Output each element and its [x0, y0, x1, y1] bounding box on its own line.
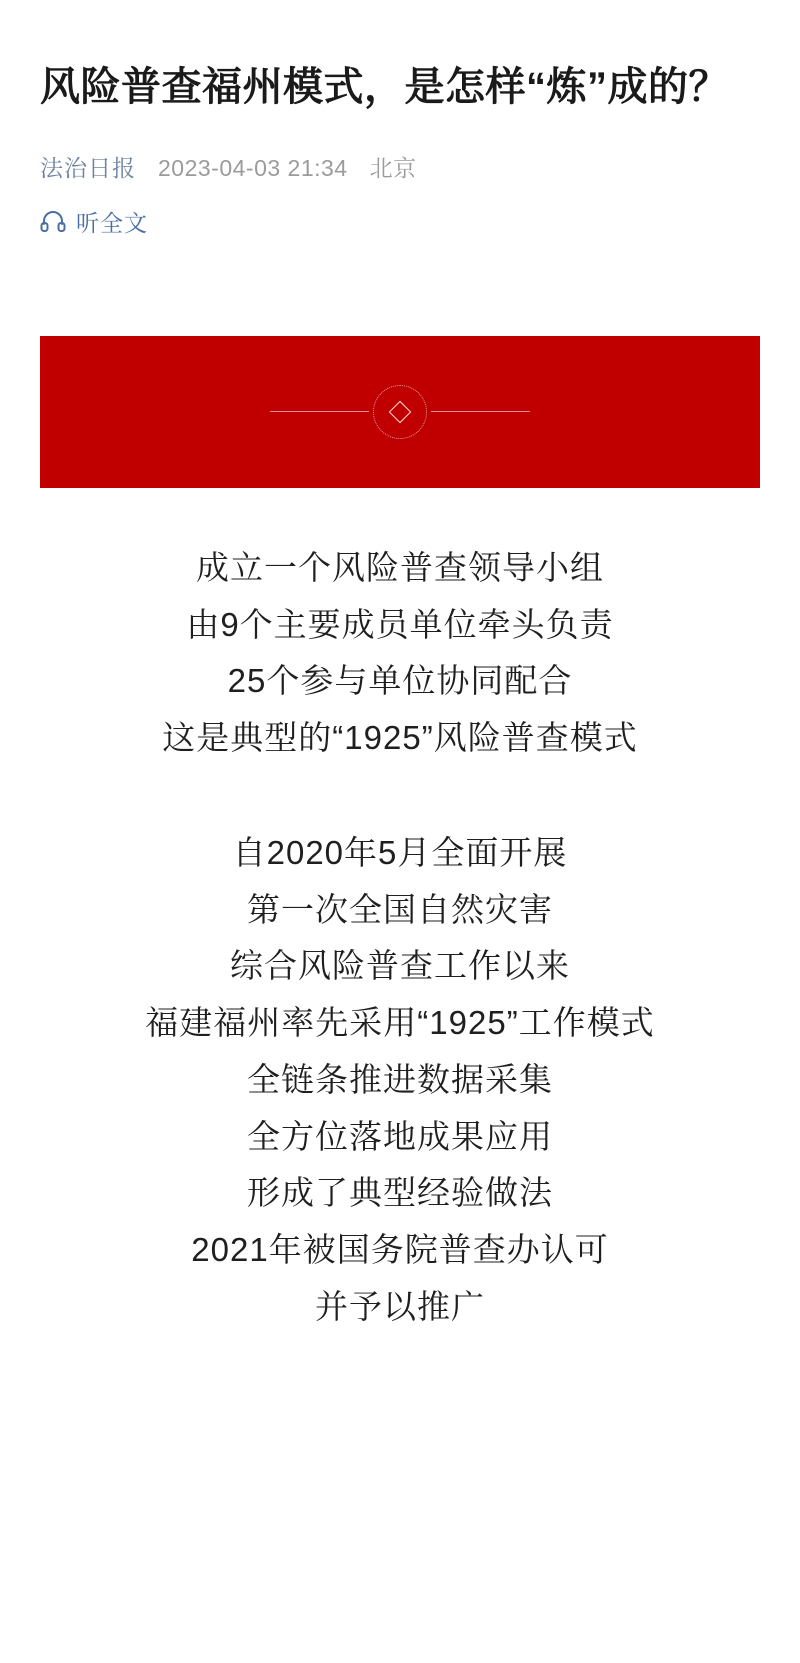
body-line: 全方位落地成果应用	[247, 1117, 553, 1155]
body-line: 综合风险普查工作以来	[230, 947, 570, 985]
ornament-rule-left	[270, 411, 369, 412]
body-line: 25个参与单位协同配合	[227, 662, 573, 700]
listen-article-label: 听全文	[76, 209, 148, 236]
body-line: 第一次全国自然灾害	[247, 890, 553, 928]
body-line: 自2020年5月全面开展	[232, 833, 568, 871]
paragraph	[28, 540, 772, 767]
ornament-rule-right	[431, 411, 530, 412]
listen-article-button[interactable]	[40, 205, 760, 238]
body-line: 这是典型的“1925”风险普查模式	[162, 719, 638, 757]
meta-timestamp: 2023-04-03 21:34	[158, 155, 348, 182]
article-meta	[40, 155, 760, 183]
article-header	[0, 0, 800, 238]
headphone-icon	[40, 208, 66, 234]
body-line: 2021年被国务院普查办认可	[191, 1231, 609, 1269]
body-line: 福建福州率先采用“1925”工作模式	[145, 1004, 655, 1042]
ornament-center	[369, 381, 431, 443]
article-banner-image	[40, 336, 760, 488]
meta-source[interactable]: 法治日报	[40, 155, 136, 182]
page-title: 风险普查福州模式，是怎样“炼”成的？	[40, 65, 729, 109]
paragraph	[28, 825, 772, 1336]
body-line: 全链条推进数据采集	[247, 1060, 553, 1098]
banner-ornament	[270, 380, 530, 444]
meta-location: 北京	[369, 155, 417, 182]
body-line: 成立一个风险普查领导小组	[196, 548, 604, 586]
body-line: 由9个主要成员单位牵头负责	[186, 605, 614, 643]
body-line: 形成了典型经验做法	[247, 1174, 553, 1212]
article-body	[0, 540, 800, 1376]
body-line: 并予以推广	[315, 1287, 485, 1325]
